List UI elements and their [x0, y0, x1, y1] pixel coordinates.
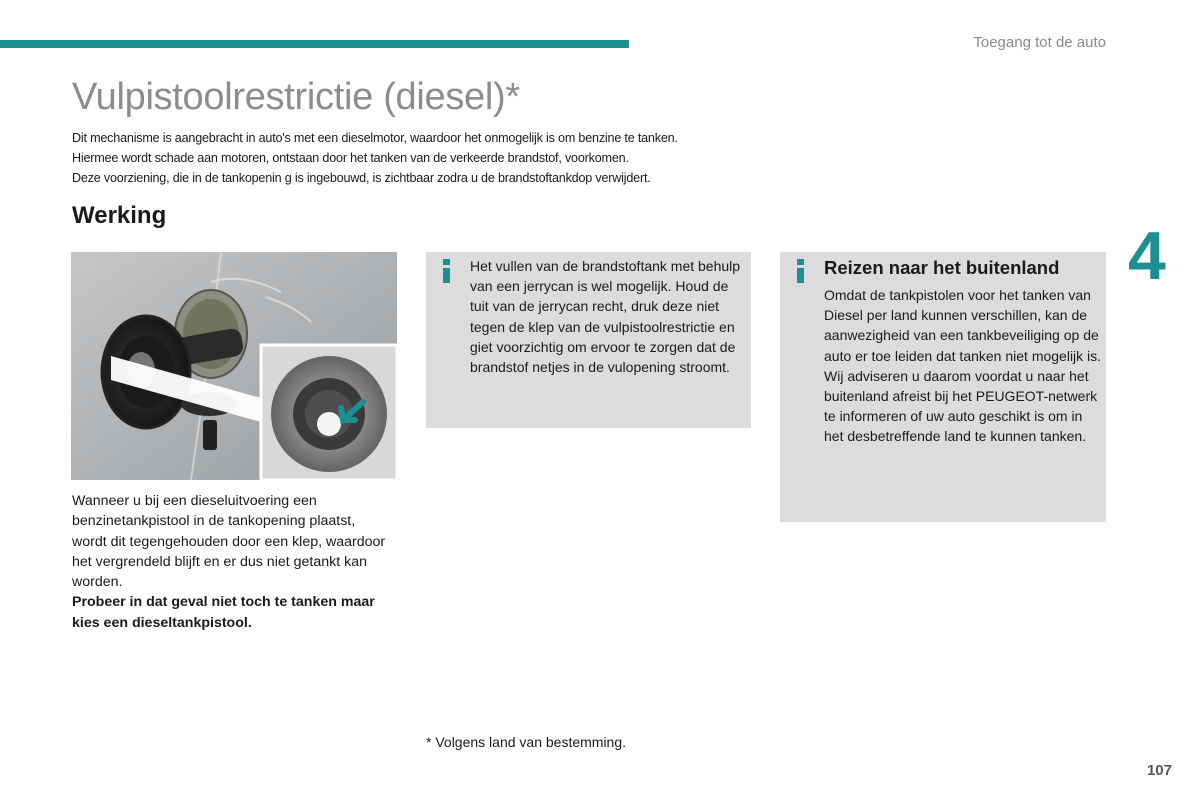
intro-line: Deze voorziening, die in de tankopenin g is ingebouwd, is zichtbaar zodra u de brandstoftankdop verwijdert.: [72, 171, 651, 185]
intro-line: Dit mechanisme is aangebracht in auto's met een dieselmotor, waardoor het onmogelijk is om benzine te tanken.: [72, 131, 678, 145]
page-number: 107: [1146, 762, 1172, 779]
info-box-travel-abroad: [780, 252, 1106, 522]
info-heading: Reizen naar het buitenland: [824, 257, 1060, 278]
footnote: * Volgens land van bestemming.: [426, 734, 627, 750]
working-description: [72, 491, 392, 633]
info-icon: [440, 258, 454, 284]
header-accent-bar: [0, 40, 629, 48]
info-text: Omdat de tankpistolen voor het tanken van Diesel per land kunnen verschillen, kan de aanwezigheid van een tankbeveiliging op de auto er toe leiden dat tanken niet mogelijk is. Wij adviseren u daarom voordat u naar het buitenland afreist bij het PEUGEOT-netwerk te informeren of uw auto geschikt is om in het desbetreffende land te kunnen tanken.: [824, 287, 1102, 445]
warning-note: Probeer in dat geval niet toch te tanken maar kies een dieseltankpistool.: [72, 594, 375, 631]
intro-paragraph: [72, 128, 772, 188]
info-text: Het vullen van de brandstoftank met behulp van een jerrycan is wel mogelijk. Houd de tuit van de jerrycan recht, druk deze niet tegen de klep van de vulpistoolrestrictie en giet voorzichtig om ervoor te zorgen dat de brandstof netjes in de vulopening stroomt.: [470, 258, 741, 376]
section-heading: Werking: [72, 202, 167, 229]
info-box-jerrycan: [426, 252, 751, 428]
page-title: Vulpistoolrestrictie (diesel)*: [72, 76, 520, 118]
body-paragraph: Wanneer u bij een dieseluitvoering een benzinetankpistool in de tankopening plaatst, wordt dit tegengehouden door een klep, waardoor het vergrendeld blijft en er dus niet getankt kan worden.: [72, 493, 386, 591]
running-header: Toegang tot de auto: [973, 34, 1106, 51]
info-icon: [794, 258, 808, 284]
intro-line: Hiermee wordt schade aan motoren, ontstaan door het tanken van de verkeerde brandstof, voorkomen.: [72, 151, 629, 165]
fuel-filler-restrictor-illustration: [71, 252, 397, 480]
chapter-number: 4: [1128, 218, 1166, 294]
